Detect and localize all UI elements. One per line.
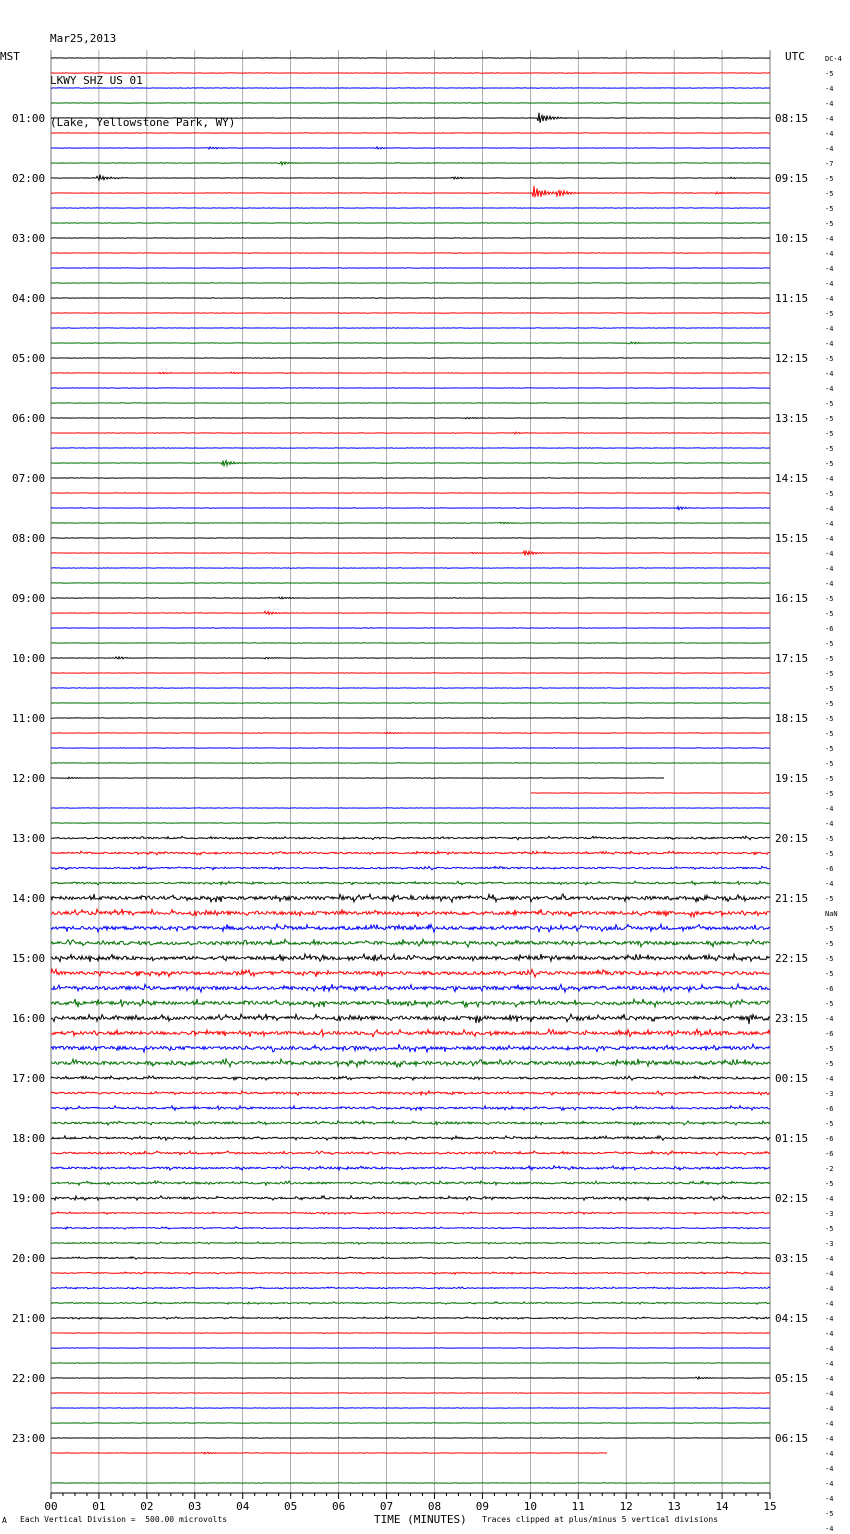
dc-offset-label: -4 bbox=[825, 1525, 834, 1533]
mst-hour-label: 17:00 bbox=[12, 1072, 46, 1085]
x-axis-title: TIME (MINUTES) bbox=[374, 1513, 467, 1526]
dc-offset-label: -4 bbox=[825, 325, 834, 333]
seismic-trace bbox=[51, 1091, 770, 1095]
utc-hour-label: 17:15 bbox=[775, 652, 809, 665]
utc-hour-label: 03:15 bbox=[775, 1252, 809, 1265]
dc-offset-label: -5 bbox=[825, 1045, 834, 1053]
dc-offset-label: -6 bbox=[825, 625, 834, 633]
seismic-trace bbox=[51, 611, 770, 614]
mst-hour-label: 15:00 bbox=[12, 952, 46, 965]
seismic-trace bbox=[51, 175, 770, 181]
dc-offset-label: -5 bbox=[825, 205, 834, 213]
seismic-trace bbox=[51, 939, 770, 947]
dc-offset-label: -4 bbox=[825, 115, 834, 123]
seismic-trace bbox=[51, 984, 770, 992]
mst-hour-label: 13:00 bbox=[12, 832, 46, 845]
dc-offset-label: -4 bbox=[825, 1435, 834, 1443]
dc-offset-label: -4 bbox=[825, 1075, 834, 1083]
dc-offset-label: -5 bbox=[825, 655, 834, 663]
utc-hour-label: 04:15 bbox=[775, 1312, 809, 1325]
dc-offset-label: -3 bbox=[825, 1240, 834, 1248]
dc-offset-label: -7 bbox=[825, 160, 834, 168]
x-tick-label: 02 bbox=[140, 1500, 154, 1513]
dc-offset-label: -5 bbox=[825, 175, 834, 183]
dc-offset-label: -4 bbox=[825, 505, 834, 513]
utc-hour-label: 11:15 bbox=[775, 292, 809, 305]
dc-offset-label: -4 bbox=[825, 805, 834, 813]
dc-offset-label: -4 bbox=[825, 130, 834, 138]
seismic-trace bbox=[51, 999, 770, 1007]
dc-offset-label: -4 bbox=[825, 1300, 834, 1308]
seismic-trace bbox=[51, 924, 770, 932]
seismic-trace bbox=[51, 1212, 770, 1214]
mst-hour-label: 21:00 bbox=[12, 1312, 46, 1325]
station-name: LKWY SHZ US 01 bbox=[50, 74, 143, 87]
mst-hour-label: 19:00 bbox=[12, 1192, 46, 1205]
dc-offset-label: -4 bbox=[825, 295, 834, 303]
dc-offset-label: -5 bbox=[825, 310, 834, 318]
dc-offset-label: -5 bbox=[825, 925, 834, 933]
dc-offset-label: -3 bbox=[825, 1090, 834, 1098]
seismic-trace bbox=[51, 1242, 770, 1244]
mst-hour-label: 20:00 bbox=[12, 1252, 46, 1265]
seismic-trace bbox=[51, 418, 770, 419]
utc-hour-label: 09:15 bbox=[775, 172, 809, 185]
dc-offset-label: -4 bbox=[825, 1360, 834, 1368]
utc-hour-label: 12:15 bbox=[775, 352, 809, 365]
dc-offset-label: -5 bbox=[825, 610, 834, 618]
seismic-trace bbox=[51, 1106, 770, 1110]
scale-note: Each Vertical Division = 500.00 microvolts bbox=[20, 1515, 228, 1524]
x-tick-label: 12 bbox=[619, 1500, 633, 1513]
dc-offset-label: -5 bbox=[825, 835, 834, 843]
dc-offset-label: -4 bbox=[825, 880, 834, 888]
seismic-trace bbox=[51, 851, 770, 855]
dc-offset-label: -5 bbox=[825, 940, 834, 948]
dc-offset-label: -4 bbox=[825, 1390, 834, 1398]
dc-offset-label: -5 bbox=[825, 1510, 834, 1518]
seismic-trace bbox=[51, 1227, 770, 1229]
dc-offset-label: -4 bbox=[825, 280, 834, 288]
seismic-trace bbox=[51, 342, 770, 344]
dc-offset-label: -5 bbox=[825, 670, 834, 678]
seismic-trace bbox=[51, 1044, 770, 1052]
dc-offset-label: -4 bbox=[825, 340, 834, 348]
dc-offset-label: -4 bbox=[825, 370, 834, 378]
x-tick-label: 08 bbox=[427, 1500, 442, 1513]
dc-offset-label: -4 bbox=[825, 1315, 834, 1323]
dc-offset-label: -5 bbox=[825, 445, 834, 453]
utc-hour-labels bbox=[775, 112, 808, 1445]
dc-offset-label: -4 bbox=[825, 580, 834, 588]
dc-offset-label: -4 bbox=[825, 100, 834, 108]
mst-hour-label: 18:00 bbox=[12, 1132, 46, 1145]
dc-offset-label: -4 bbox=[825, 250, 834, 258]
seismic-trace bbox=[51, 1302, 770, 1304]
x-tick-label: 06 bbox=[331, 1500, 346, 1513]
dc-offset-label: -2 bbox=[825, 1165, 834, 1173]
mst-hour-label: 11:00 bbox=[12, 712, 46, 725]
mst-hour-label: 03:00 bbox=[12, 232, 46, 245]
utc-hour-label: 15:15 bbox=[775, 532, 809, 545]
mst-hour-label: 16:00 bbox=[12, 1012, 46, 1025]
seismic-trace bbox=[51, 1317, 770, 1319]
dc-offset-label: -4 bbox=[825, 385, 834, 393]
utc-hour-label: 19:15 bbox=[775, 772, 809, 785]
x-tick-label: 03 bbox=[188, 1500, 202, 1513]
seismic-trace bbox=[51, 1257, 770, 1259]
dc-offset-label: -4 bbox=[825, 1465, 834, 1473]
dc-offset-label: -5 bbox=[825, 415, 834, 423]
mst-hour-label: 09:00 bbox=[12, 592, 46, 605]
dc-offset-label: -4 bbox=[825, 1405, 834, 1413]
corner-mark: A bbox=[2, 1516, 7, 1525]
dc-offset-label: -4 bbox=[825, 1195, 834, 1203]
mst-hour-label: 06:00 bbox=[12, 412, 46, 425]
dc-offset-label: -5 bbox=[825, 775, 834, 783]
dc-offset-label: -6 bbox=[825, 1135, 834, 1143]
dc-offset-label: -5 bbox=[825, 70, 834, 78]
dc-offset-label: -5 bbox=[825, 970, 834, 978]
dc-offset-label: -5 bbox=[825, 595, 834, 603]
seismic-trace bbox=[51, 372, 770, 374]
dc-offset-label: -4 bbox=[825, 1420, 834, 1428]
dc-offset-label: -4 bbox=[825, 145, 834, 153]
utc-hour-label: 22:15 bbox=[775, 952, 809, 965]
dc-offset-label: -4 bbox=[825, 1495, 834, 1503]
seismic-trace bbox=[51, 894, 770, 902]
dc-offset-label: -5 bbox=[825, 1120, 834, 1128]
x-tick-label: 05 bbox=[284, 1500, 298, 1513]
seismic-trace bbox=[51, 1377, 770, 1379]
dc-offset-label: -5 bbox=[825, 1225, 834, 1233]
seismic-trace bbox=[51, 507, 770, 510]
dc-offset-label: -5 bbox=[825, 460, 834, 468]
dc-offset-label: -5 bbox=[825, 190, 834, 198]
plot-date: Mar25,2013 bbox=[50, 32, 117, 45]
x-tick-label: 07 bbox=[379, 1500, 394, 1513]
utc-hour-label: 08:15 bbox=[775, 112, 809, 125]
utc-hour-label: 00:15 bbox=[775, 1072, 809, 1085]
x-tick-label: 04 bbox=[236, 1500, 250, 1513]
dc-offset-label: -5 bbox=[825, 895, 834, 903]
x-axis-ticks bbox=[44, 1493, 776, 1513]
mst-hour-label: 23:00 bbox=[12, 1432, 46, 1445]
x-tick-label: 11 bbox=[571, 1500, 585, 1513]
dc-offset-label: -4 bbox=[825, 820, 834, 828]
seismic-trace bbox=[51, 186, 770, 197]
dc-offset-label: -5 bbox=[825, 685, 834, 693]
minute-grid bbox=[51, 50, 770, 1493]
dc-offset-label: -6 bbox=[825, 985, 834, 993]
x-tick-label: 09 bbox=[475, 1500, 490, 1513]
utc-hour-label: 20:15 bbox=[775, 832, 809, 845]
mst-hour-label: 10:00 bbox=[12, 652, 46, 665]
mst-hour-label: 04:00 bbox=[12, 292, 46, 305]
dc-offset-label: -4 bbox=[825, 1330, 834, 1338]
x-tick-label: 13 bbox=[667, 1500, 681, 1513]
dc-offset-label: -4 bbox=[825, 1450, 834, 1458]
seismic-trace bbox=[51, 732, 770, 734]
utc-axis-label: UTC bbox=[785, 50, 805, 63]
dc-offset-label: -5 bbox=[825, 745, 834, 753]
mst-hour-label: 14:00 bbox=[12, 892, 46, 905]
dc-offset-label: -5 bbox=[825, 730, 834, 738]
dc-offset-label: -5 bbox=[825, 430, 834, 438]
dc-offset-label: -4 bbox=[825, 535, 834, 543]
dc-offset-label: DC-4 bbox=[825, 55, 842, 63]
seismic-traces bbox=[51, 58, 770, 1483]
seismic-trace bbox=[51, 969, 770, 977]
utc-hour-label: 10:15 bbox=[775, 232, 809, 245]
dc-offset-label: -5 bbox=[825, 1180, 834, 1188]
x-tick-label: 15 bbox=[763, 1500, 777, 1513]
dc-offset-label: -4 bbox=[825, 520, 834, 528]
dc-offset-label: -5 bbox=[825, 700, 834, 708]
seismic-trace bbox=[51, 1272, 770, 1275]
mst-hour-label: 07:00 bbox=[12, 472, 46, 485]
utc-hour-label: 14:15 bbox=[775, 472, 809, 485]
x-tick-label: 01 bbox=[92, 1500, 106, 1513]
dc-offset-label: -5 bbox=[825, 790, 834, 798]
seismic-trace bbox=[51, 551, 770, 555]
dc-offset-label: -5 bbox=[825, 490, 834, 498]
utc-hour-label: 13:15 bbox=[775, 412, 809, 425]
utc-hour-label: 06:15 bbox=[775, 1432, 809, 1445]
dc-offset-label: -4 bbox=[825, 1480, 834, 1488]
seismic-trace bbox=[51, 1166, 770, 1170]
mst-hour-label: 05:00 bbox=[12, 352, 46, 365]
seismic-trace bbox=[51, 1076, 770, 1080]
seismic-trace bbox=[51, 1136, 770, 1140]
dc-offset-label: -4 bbox=[825, 265, 834, 273]
dc-offset-label: -4 bbox=[825, 1015, 834, 1023]
seismic-trace bbox=[51, 461, 770, 466]
x-tick-label: 14 bbox=[715, 1500, 729, 1513]
dc-offset-label: -6 bbox=[825, 1105, 834, 1113]
dc-offset-label: -5 bbox=[825, 955, 834, 963]
dc-offset-label: -4 bbox=[825, 565, 834, 573]
seismic-trace bbox=[51, 1181, 770, 1185]
seismic-trace bbox=[51, 954, 770, 962]
seismic-trace bbox=[51, 1452, 607, 1454]
seismic-trace bbox=[51, 597, 770, 599]
mst-axis-label: MST bbox=[0, 50, 20, 63]
mst-hour-label: 02:00 bbox=[12, 172, 46, 185]
seismic-trace bbox=[51, 657, 770, 659]
seismic-trace bbox=[51, 522, 770, 524]
seismic-trace bbox=[51, 777, 664, 779]
dc-offset-label: -4 bbox=[825, 1255, 834, 1263]
utc-hour-label: 18:15 bbox=[775, 712, 809, 725]
dc-offset-label: -6 bbox=[825, 1150, 834, 1158]
dc-offset-label: -5 bbox=[825, 400, 834, 408]
dc-offset-label: -4 bbox=[825, 1285, 834, 1293]
seismic-trace bbox=[51, 881, 770, 885]
utc-hour-label: 05:15 bbox=[775, 1372, 809, 1385]
dc-offset-label: -4 bbox=[825, 1375, 834, 1383]
dc-offset-label: -4 bbox=[825, 235, 834, 243]
clip-note: Traces clipped at plus/minus 5 vertical divisions bbox=[482, 1515, 719, 1524]
dc-offset-label: -5 bbox=[825, 1000, 834, 1008]
seismic-trace bbox=[51, 1151, 770, 1155]
dc-offset-label: -5 bbox=[825, 1060, 834, 1068]
seismic-trace bbox=[51, 1121, 770, 1125]
seismic-trace bbox=[51, 1196, 770, 1200]
dc-offset-label: -5 bbox=[825, 355, 834, 363]
x-tick-label: 00 bbox=[44, 1500, 58, 1513]
dc-offset-label: NaN bbox=[825, 910, 838, 918]
utc-hour-label: 01:15 bbox=[775, 1132, 809, 1145]
seismic-trace bbox=[51, 1059, 770, 1067]
seismic-trace bbox=[51, 1029, 770, 1037]
utc-hour-label: 21:15 bbox=[775, 892, 809, 905]
dc-offset-label: -5 bbox=[825, 850, 834, 858]
seismic-trace bbox=[51, 909, 770, 917]
dc-offset-label: -3 bbox=[825, 1210, 834, 1218]
seismic-trace bbox=[51, 113, 770, 123]
dc-offset-label: -4 bbox=[825, 475, 834, 483]
mst-hour-label: 12:00 bbox=[12, 772, 46, 785]
dc-offset-label: -4 bbox=[825, 1345, 834, 1353]
dc-offset-label: -5 bbox=[825, 760, 834, 768]
mst-hour-label: 08:00 bbox=[12, 532, 46, 545]
seismic-trace bbox=[51, 147, 770, 149]
dc-offset-label: -5 bbox=[825, 640, 834, 648]
utc-hour-label: 23:15 bbox=[775, 1012, 809, 1025]
dc-offset-label: -5 bbox=[825, 715, 834, 723]
seismic-trace bbox=[51, 1287, 770, 1289]
seismic-trace bbox=[51, 1014, 770, 1024]
dc-offset-label: -4 bbox=[825, 1270, 834, 1278]
dc-offset-label: -5 bbox=[825, 220, 834, 228]
seismic-trace bbox=[51, 432, 770, 434]
x-tick-label: 10 bbox=[523, 1500, 537, 1513]
mst-hour-labels bbox=[12, 112, 45, 1445]
dc-offset-label: -6 bbox=[825, 1030, 834, 1038]
mst-hour-label: 22:00 bbox=[12, 1372, 46, 1385]
station-location: (Lake, Yellowstone Park, WY) bbox=[50, 116, 236, 129]
dc-offset-labels bbox=[825, 55, 842, 1534]
mst-hour-label: 01:00 bbox=[12, 112, 46, 125]
seismic-trace bbox=[51, 866, 770, 870]
utc-hour-label: 02:15 bbox=[775, 1192, 809, 1205]
seismic-trace bbox=[51, 162, 770, 165]
utc-hour-label: 16:15 bbox=[775, 592, 809, 605]
dc-offset-label: -6 bbox=[825, 865, 834, 873]
dc-offset-label: -4 bbox=[825, 85, 834, 93]
dc-offset-label: -4 bbox=[825, 550, 834, 558]
seismic-trace bbox=[51, 836, 770, 840]
